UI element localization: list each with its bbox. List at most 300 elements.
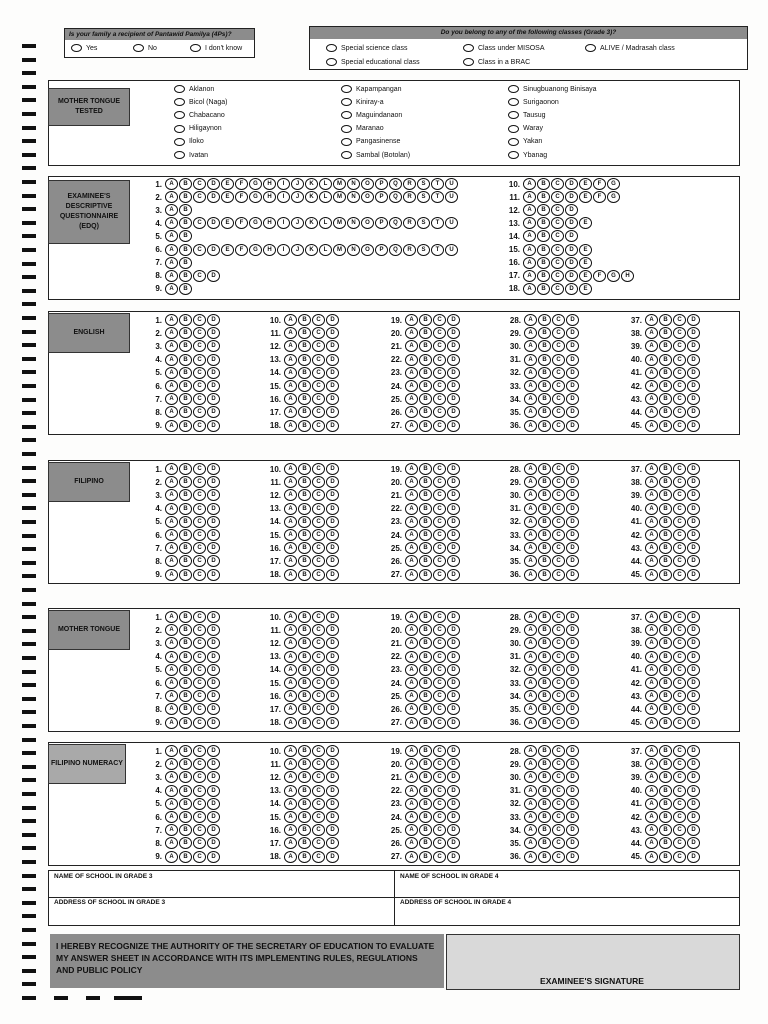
language-option[interactable]: Sambal (Botolan) [341, 151, 410, 159]
answer-bubble[interactable]: R [403, 217, 416, 229]
answer-bubble[interactable]: D [566, 380, 579, 392]
school-address-grade4-field[interactable] [396, 908, 736, 922]
answer-bubble[interactable]: M [333, 191, 346, 203]
answer-bubble[interactable]: B [419, 569, 432, 581]
answer-bubble[interactable]: M [333, 217, 346, 229]
answer-bubble[interactable]: A [165, 283, 178, 295]
answer-bubble[interactable]: A [524, 354, 537, 366]
answer-bubble[interactable]: B [298, 569, 311, 581]
answer-bubble[interactable]: E [579, 283, 592, 295]
answer-bubble[interactable]: C [312, 489, 325, 501]
answer-bubble[interactable]: A [165, 476, 178, 488]
answer-bubble[interactable]: A [645, 624, 658, 636]
answer-bubble[interactable]: C [433, 380, 446, 392]
answer-bubble[interactable]: A [523, 191, 536, 203]
answer-bubble[interactable]: B [298, 624, 311, 636]
answer-bubble[interactable]: G [607, 191, 620, 203]
answer-bubble[interactable]: C [673, 569, 686, 581]
answer-bubble[interactable]: C [673, 367, 686, 379]
answer-bubble[interactable]: D [447, 516, 460, 528]
answer-bubble[interactable]: B [538, 651, 551, 663]
answer-bubble[interactable]: B [659, 677, 672, 689]
answer-bubble[interactable]: B [659, 393, 672, 405]
answer-bubble[interactable]: D [207, 529, 220, 541]
answer-bubble[interactable]: D [447, 529, 460, 541]
answer-bubble[interactable]: A [165, 637, 178, 649]
answer-bubble[interactable]: C [552, 824, 565, 836]
answer-bubble[interactable]: T [431, 244, 444, 256]
answer-bubble[interactable]: A [284, 851, 297, 863]
language-option[interactable]: Bicol (Naga) [174, 98, 228, 106]
answer-bubble[interactable]: B [659, 463, 672, 475]
answer-bubble[interactable]: C [193, 244, 206, 256]
answer-bubble[interactable]: C [433, 758, 446, 770]
answer-bubble[interactable]: A [165, 380, 178, 392]
answer-bubble[interactable]: D [207, 851, 220, 863]
answer-bubble[interactable]: A [405, 651, 418, 663]
answer-bubble[interactable]: C [312, 758, 325, 770]
answer-bubble[interactable]: D [207, 503, 220, 515]
class-option-brac[interactable]: Class in a BRAC [463, 58, 530, 66]
answer-bubble[interactable]: C [552, 745, 565, 757]
answer-bubble[interactable]: A [165, 798, 178, 810]
answer-bubble[interactable]: B [298, 690, 311, 702]
answer-bubble[interactable]: B [538, 489, 551, 501]
school-name-grade4-field[interactable] [396, 882, 736, 894]
answer-bubble[interactable]: C [312, 837, 325, 849]
answer-bubble[interactable]: C [312, 851, 325, 863]
answer-bubble[interactable]: A [645, 463, 658, 475]
answer-bubble[interactable]: A [405, 327, 418, 339]
answer-bubble[interactable]: D [447, 771, 460, 783]
answer-bubble[interactable]: A [284, 664, 297, 676]
answer-bubble[interactable]: C [552, 569, 565, 581]
answer-bubble[interactable]: C [193, 191, 206, 203]
answer-bubble[interactable]: D [326, 406, 339, 418]
answer-bubble[interactable]: A [645, 811, 658, 823]
answer-bubble[interactable]: D [207, 367, 220, 379]
answer-bubble[interactable]: C [433, 367, 446, 379]
answer-bubble[interactable]: F [235, 244, 248, 256]
answer-bubble[interactable]: A [165, 703, 178, 715]
answer-bubble[interactable]: C [193, 340, 206, 352]
answer-bubble[interactable]: K [305, 191, 318, 203]
language-option[interactable]: Pangasinense [341, 138, 400, 146]
answer-bubble[interactable]: A [523, 283, 536, 295]
answer-bubble[interactable]: F [593, 270, 606, 282]
answer-bubble[interactable]: A [405, 851, 418, 863]
answer-bubble[interactable]: A [645, 476, 658, 488]
answer-bubble[interactable]: C [312, 314, 325, 326]
answer-bubble[interactable]: A [645, 745, 658, 757]
answer-bubble[interactable]: A [165, 771, 178, 783]
answer-bubble[interactable]: B [298, 354, 311, 366]
answer-bubble[interactable]: B [419, 758, 432, 770]
answer-bubble[interactable]: B [538, 340, 551, 352]
answer-bubble[interactable]: A [405, 420, 418, 432]
answer-bubble[interactable]: A [165, 270, 178, 282]
answer-bubble[interactable]: B [298, 664, 311, 676]
answer-bubble[interactable]: D [565, 283, 578, 295]
answer-bubble[interactable]: C [193, 664, 206, 676]
answer-bubble[interactable]: I [277, 217, 290, 229]
answer-bubble[interactable]: L [319, 178, 332, 190]
answer-bubble[interactable]: B [659, 406, 672, 418]
answer-bubble[interactable]: C [433, 542, 446, 554]
answer-bubble[interactable]: B [179, 758, 192, 770]
answer-bubble[interactable]: A [645, 380, 658, 392]
answer-bubble[interactable]: D [566, 340, 579, 352]
answer-bubble[interactable]: D [566, 651, 579, 663]
answer-bubble[interactable]: C [433, 393, 446, 405]
answer-bubble[interactable]: C [312, 529, 325, 541]
answer-bubble[interactable]: D [326, 824, 339, 836]
answer-bubble[interactable]: D [447, 406, 460, 418]
answer-bubble[interactable]: A [405, 611, 418, 623]
answer-bubble[interactable]: D [207, 516, 220, 528]
answer-bubble[interactable]: B [659, 367, 672, 379]
answer-bubble[interactable]: A [645, 837, 658, 849]
answer-bubble[interactable]: D [447, 651, 460, 663]
answer-bubble[interactable]: A [405, 354, 418, 366]
answer-bubble[interactable]: D [207, 270, 220, 282]
answer-bubble[interactable]: A [524, 503, 537, 515]
answer-bubble[interactable]: B [537, 257, 550, 269]
answer-bubble[interactable]: C [552, 503, 565, 515]
answer-bubble[interactable]: B [538, 476, 551, 488]
answer-bubble[interactable]: A [645, 340, 658, 352]
answer-bubble[interactable]: A [523, 257, 536, 269]
answer-bubble[interactable]: E [221, 191, 234, 203]
answer-bubble[interactable]: C [193, 380, 206, 392]
answer-bubble[interactable]: C [433, 690, 446, 702]
answer-bubble[interactable]: D [326, 314, 339, 326]
answer-bubble[interactable]: C [193, 758, 206, 770]
answer-bubble[interactable]: C [433, 703, 446, 715]
answer-bubble[interactable]: A [524, 745, 537, 757]
language-option[interactable]: Hiligaynon [174, 125, 222, 133]
answer-bubble[interactable]: D [566, 771, 579, 783]
answer-bubble[interactable]: A [284, 811, 297, 823]
answer-bubble[interactable]: D [207, 611, 220, 623]
answer-bubble[interactable]: D [207, 637, 220, 649]
answer-bubble[interactable]: A [284, 529, 297, 541]
answer-bubble[interactable]: D [566, 785, 579, 797]
answer-bubble[interactable]: Q [389, 191, 402, 203]
answer-bubble[interactable]: D [326, 503, 339, 515]
answer-bubble[interactable]: B [179, 690, 192, 702]
answer-bubble[interactable]: A [284, 367, 297, 379]
answer-bubble[interactable]: A [405, 771, 418, 783]
answer-bubble[interactable]: C [193, 463, 206, 475]
answer-bubble[interactable]: A [165, 463, 178, 475]
answer-bubble[interactable]: D [207, 463, 220, 475]
answer-bubble[interactable]: C [312, 677, 325, 689]
answer-bubble[interactable]: H [621, 270, 634, 282]
answer-bubble[interactable]: B [298, 611, 311, 623]
answer-bubble[interactable]: D [447, 785, 460, 797]
answer-bubble[interactable]: D [565, 257, 578, 269]
answer-bubble[interactable]: A [523, 230, 536, 242]
answer-bubble[interactable]: C [552, 516, 565, 528]
answer-bubble[interactable]: C [433, 745, 446, 757]
answer-bubble[interactable]: D [326, 758, 339, 770]
answer-bubble[interactable]: A [284, 516, 297, 528]
answer-bubble[interactable]: C [193, 489, 206, 501]
answer-bubble[interactable]: C [433, 503, 446, 515]
answer-bubble[interactable]: S [417, 244, 430, 256]
answer-bubble[interactable]: D [566, 542, 579, 554]
answer-bubble[interactable]: D [687, 611, 700, 623]
answer-bubble[interactable]: C [433, 798, 446, 810]
answer-bubble[interactable]: C [551, 178, 564, 190]
answer-bubble[interactable]: C [673, 489, 686, 501]
answer-bubble[interactable]: C [552, 393, 565, 405]
answer-bubble[interactable]: D [687, 837, 700, 849]
answer-bubble[interactable]: H [263, 191, 276, 203]
answer-bubble[interactable]: C [312, 555, 325, 567]
answer-bubble[interactable]: C [551, 270, 564, 282]
answer-bubble[interactable]: A [645, 327, 658, 339]
answer-bubble[interactable]: A [284, 677, 297, 689]
answer-bubble[interactable]: U [445, 191, 458, 203]
answer-bubble[interactable]: C [673, 340, 686, 352]
language-option[interactable]: Kapampangan [341, 85, 402, 93]
answer-bubble[interactable]: C [193, 529, 206, 541]
answer-bubble[interactable]: D [687, 758, 700, 770]
answer-bubble[interactable]: C [193, 217, 206, 229]
answer-bubble[interactable]: D [687, 771, 700, 783]
answer-bubble[interactable]: A [405, 758, 418, 770]
answer-bubble[interactable]: F [593, 191, 606, 203]
answer-bubble[interactable]: M [333, 178, 346, 190]
answer-bubble[interactable]: C [193, 367, 206, 379]
answer-bubble[interactable]: B [298, 327, 311, 339]
answer-bubble[interactable]: B [179, 798, 192, 810]
answer-bubble[interactable]: A [405, 555, 418, 567]
answer-bubble[interactable]: A [645, 367, 658, 379]
answer-bubble[interactable]: B [179, 569, 192, 581]
class-option-alive-madrasah[interactable]: ALIVE / Madrasah class [585, 44, 675, 52]
answer-bubble[interactable]: D [566, 503, 579, 515]
answer-bubble[interactable]: D [326, 703, 339, 715]
answer-bubble[interactable]: D [447, 798, 460, 810]
answer-bubble[interactable]: P [375, 191, 388, 203]
answer-bubble[interactable]: B [659, 314, 672, 326]
answer-bubble[interactable]: D [687, 569, 700, 581]
answer-bubble[interactable]: C [312, 463, 325, 475]
answer-bubble[interactable]: A [524, 367, 537, 379]
answer-bubble[interactable]: B [298, 393, 311, 405]
answer-bubble[interactable]: D [687, 327, 700, 339]
answer-bubble[interactable]: B [538, 758, 551, 770]
answer-bubble[interactable]: C [551, 217, 564, 229]
answer-bubble[interactable]: D [207, 489, 220, 501]
answer-bubble[interactable]: D [447, 463, 460, 475]
answer-bubble[interactable]: C [673, 542, 686, 554]
answer-bubble[interactable]: A [405, 717, 418, 729]
answer-bubble[interactable]: A [645, 798, 658, 810]
answer-bubble[interactable]: B [298, 637, 311, 649]
answer-bubble[interactable]: D [566, 677, 579, 689]
answer-bubble[interactable]: A [165, 664, 178, 676]
answer-bubble[interactable]: B [179, 270, 192, 282]
answer-bubble[interactable]: D [207, 191, 220, 203]
answer-bubble[interactable]: D [447, 690, 460, 702]
answer-bubble[interactable]: C [552, 314, 565, 326]
answer-bubble[interactable]: B [659, 851, 672, 863]
answer-bubble[interactable]: C [551, 191, 564, 203]
answer-bubble[interactable]: C [193, 393, 206, 405]
answer-bubble[interactable]: A [645, 516, 658, 528]
answer-bubble[interactable]: A [645, 354, 658, 366]
answer-bubble[interactable]: D [566, 758, 579, 770]
answer-bubble[interactable]: C [673, 811, 686, 823]
answer-bubble[interactable]: A [523, 270, 536, 282]
answer-bubble[interactable]: C [312, 569, 325, 581]
answer-bubble[interactable]: B [298, 314, 311, 326]
answer-bubble[interactable]: A [165, 690, 178, 702]
answer-bubble[interactable]: A [405, 811, 418, 823]
answer-bubble[interactable]: C [433, 516, 446, 528]
answer-bubble[interactable]: A [165, 367, 178, 379]
answer-bubble[interactable]: C [433, 837, 446, 849]
answer-bubble[interactable]: A [405, 785, 418, 797]
answer-bubble[interactable]: C [433, 569, 446, 581]
answer-bubble[interactable]: A [165, 340, 178, 352]
answer-bubble[interactable]: A [405, 703, 418, 715]
answer-bubble[interactable]: D [566, 314, 579, 326]
answer-bubble[interactable]: B [419, 717, 432, 729]
answer-bubble[interactable]: B [659, 703, 672, 715]
answer-bubble[interactable]: A [405, 463, 418, 475]
answer-bubble[interactable]: C [193, 611, 206, 623]
answer-bubble[interactable]: P [375, 178, 388, 190]
answer-bubble[interactable]: C [193, 624, 206, 636]
answer-bubble[interactable]: C [193, 677, 206, 689]
answer-bubble[interactable]: D [687, 824, 700, 836]
answer-bubble[interactable]: B [419, 837, 432, 849]
answer-bubble[interactable]: C [433, 489, 446, 501]
answer-bubble[interactable]: A [524, 393, 537, 405]
answer-bubble[interactable]: B [538, 314, 551, 326]
answer-bubble[interactable]: D [326, 393, 339, 405]
answer-bubble[interactable]: K [305, 178, 318, 190]
answer-bubble[interactable]: D [207, 703, 220, 715]
answer-bubble[interactable]: B [659, 624, 672, 636]
answer-bubble[interactable]: C [673, 476, 686, 488]
answer-bubble[interactable]: C [673, 406, 686, 418]
answer-bubble[interactable]: D [447, 664, 460, 676]
answer-bubble[interactable]: B [179, 178, 192, 190]
answer-bubble[interactable]: C [312, 824, 325, 836]
answer-bubble[interactable]: D [566, 420, 579, 432]
answer-bubble[interactable]: B [538, 542, 551, 554]
answer-bubble[interactable]: H [263, 178, 276, 190]
answer-bubble[interactable]: D [326, 664, 339, 676]
answer-bubble[interactable]: C [673, 690, 686, 702]
answer-bubble[interactable]: D [326, 555, 339, 567]
answer-bubble[interactable]: C [552, 489, 565, 501]
answer-bubble[interactable]: G [249, 244, 262, 256]
answer-bubble[interactable]: A [165, 314, 178, 326]
answer-bubble[interactable]: D [566, 811, 579, 823]
answer-bubble[interactable]: B [419, 637, 432, 649]
answer-bubble[interactable]: C [433, 327, 446, 339]
answer-bubble[interactable]: B [538, 611, 551, 623]
answer-bubble[interactable]: D [207, 542, 220, 554]
answer-bubble[interactable]: A [645, 393, 658, 405]
answer-bubble[interactable]: C [552, 717, 565, 729]
answer-bubble[interactable]: C [673, 503, 686, 515]
answer-bubble[interactable]: B [538, 677, 551, 689]
answer-bubble[interactable]: C [673, 798, 686, 810]
answer-bubble[interactable]: C [673, 824, 686, 836]
answer-bubble[interactable]: B [538, 837, 551, 849]
answer-bubble[interactable]: D [326, 745, 339, 757]
answer-bubble[interactable]: A [405, 406, 418, 418]
answer-bubble[interactable]: C [673, 393, 686, 405]
answer-bubble[interactable]: C [552, 354, 565, 366]
answer-bubble[interactable]: B [179, 217, 192, 229]
answer-bubble[interactable]: D [566, 555, 579, 567]
answer-bubble[interactable]: B [419, 503, 432, 515]
answer-bubble[interactable]: A [284, 354, 297, 366]
answer-bubble[interactable]: D [687, 503, 700, 515]
answer-bubble[interactable]: C [552, 664, 565, 676]
answer-bubble[interactable]: A [524, 624, 537, 636]
answer-bubble[interactable]: D [207, 664, 220, 676]
answer-bubble[interactable]: A [405, 340, 418, 352]
answer-bubble[interactable]: B [537, 230, 550, 242]
answer-bubble[interactable]: A [524, 406, 537, 418]
answer-bubble[interactable]: A [405, 476, 418, 488]
answer-bubble[interactable]: B [179, 624, 192, 636]
answer-bubble[interactable]: B [298, 745, 311, 757]
answer-bubble[interactable]: D [207, 555, 220, 567]
class-option-special-science[interactable]: Special science class [326, 44, 408, 52]
answer-bubble[interactable]: I [277, 191, 290, 203]
answer-bubble[interactable]: C [433, 824, 446, 836]
answer-bubble[interactable]: S [417, 178, 430, 190]
answer-bubble[interactable]: B [419, 824, 432, 836]
answer-bubble[interactable]: B [538, 569, 551, 581]
answer-bubble[interactable]: A [524, 327, 537, 339]
answer-bubble[interactable]: D [326, 367, 339, 379]
answer-bubble[interactable]: B [298, 476, 311, 488]
answer-bubble[interactable]: G [607, 178, 620, 190]
answer-bubble[interactable]: A [645, 717, 658, 729]
answer-bubble[interactable]: D [687, 406, 700, 418]
answer-bubble[interactable]: A [284, 476, 297, 488]
answer-bubble[interactable]: A [524, 758, 537, 770]
answer-bubble[interactable]: B [179, 529, 192, 541]
answer-bubble[interactable]: D [687, 664, 700, 676]
answer-bubble[interactable]: D [687, 811, 700, 823]
answer-bubble[interactable]: G [249, 217, 262, 229]
answer-bubble[interactable]: T [431, 191, 444, 203]
answer-bubble[interactable]: A [405, 798, 418, 810]
answer-bubble[interactable]: C [433, 785, 446, 797]
answer-bubble[interactable]: B [419, 703, 432, 715]
answer-bubble[interactable]: A [523, 204, 536, 216]
answer-bubble[interactable]: B [419, 406, 432, 418]
answer-bubble[interactable]: O [361, 217, 374, 229]
answer-bubble[interactable]: A [405, 837, 418, 849]
answer-bubble[interactable]: D [565, 191, 578, 203]
answer-bubble[interactable]: A [165, 516, 178, 528]
answer-bubble[interactable]: A [284, 380, 297, 392]
